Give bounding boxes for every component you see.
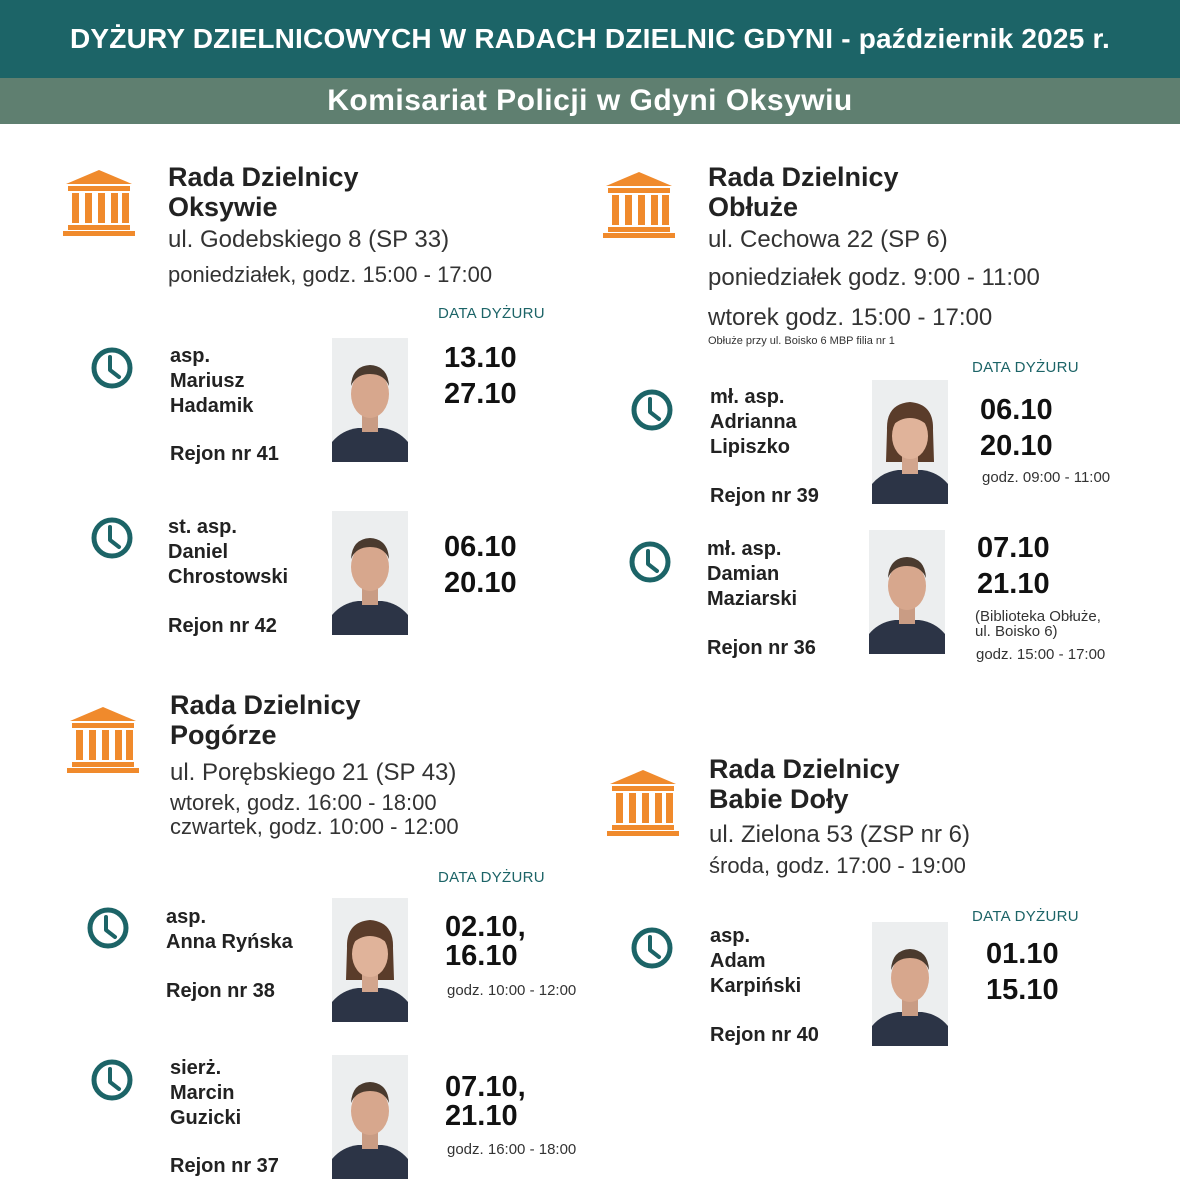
duty-dates: 02.10, 16.10: [445, 911, 526, 972]
officer-photo: [869, 530, 945, 654]
officer-photo: [332, 338, 408, 462]
council-address: ul. Godebskiego 8 (SP 33): [168, 226, 450, 253]
duty-dates: 07.10, 21.10: [445, 1071, 526, 1132]
duty-date-label: DATA DYŻURU: [972, 908, 1079, 925]
council-address: ul. Porębskiego 21 (SP 43): [170, 759, 457, 786]
council-name-line1: Rada Dzielnicy: [709, 754, 900, 784]
officer-photo: [332, 1055, 408, 1179]
council-name-babie-doly: [709, 754, 900, 814]
council-name-line1: Rada Dzielnicy: [168, 162, 359, 192]
council-name-oksywie: [168, 162, 359, 222]
clock-icon: [630, 388, 674, 432]
officer-photo: [872, 380, 948, 504]
duty-dates: 01.10 15.10: [986, 938, 1059, 1006]
duty-time: godz. 16:00 - 18:00: [447, 1141, 577, 1158]
council-name-line2: Obłuże: [708, 192, 799, 222]
clock-icon: [86, 906, 130, 950]
officer-name: st. asp. Daniel Chrostowski: [168, 516, 289, 588]
officer-name: asp. Adam Karpiński: [710, 925, 802, 997]
page-subtitle: Komisariat Policji w Gdyni Oksywiu: [0, 78, 1180, 124]
officer-rejon: Rejon nr 42: [168, 615, 277, 637]
council-hours: wtorek, godz. 16:00 - 18:00: [170, 790, 437, 815]
officer-name: asp. Mariusz Hadamik: [170, 345, 254, 417]
officer-rejon: Rejon nr 38: [166, 980, 275, 1002]
building-columns-icon: [602, 170, 676, 240]
duty-time: godz. 09:00 - 11:00: [982, 469, 1111, 486]
officer-name: mł. asp. Damian Maziarski: [707, 538, 798, 610]
officer-photo: [332, 898, 408, 1022]
duty-dates: 06.10 20.10: [980, 394, 1053, 462]
page-title: DYŻURY DZIELNICOWYCH W RADACH DZIELNIC GDYNI - październik 2025 r.: [0, 0, 1180, 78]
council-name-line1: Rada Dzielnicy: [708, 162, 899, 192]
clock-icon: [630, 926, 674, 970]
council-name-obluze: [708, 162, 899, 222]
clock-icon: [628, 540, 672, 584]
duty-dates: 06.10 20.10: [444, 531, 517, 599]
clock-icon: [90, 346, 134, 390]
council-address: ul. Cechowa 22 (SP 6): [708, 226, 948, 253]
council-address: ul. Zielona 53 (ZSP nr 6): [709, 821, 971, 848]
duty-time: godz. 15:00 - 17:00: [976, 646, 1106, 663]
building-columns-icon: [66, 705, 140, 775]
council-hours: środa, godz. 17:00 - 19:00: [709, 853, 966, 878]
clock-icon: [90, 516, 134, 560]
duty-date-label: DATA DYŻURU: [438, 869, 545, 886]
officer-rejon: Rejon nr 40: [710, 1024, 819, 1046]
officer-rejon: Rejon nr 37: [170, 1155, 279, 1177]
council-hours: poniedziałek, godz. 15:00 - 17:00: [168, 262, 493, 287]
officer-rejon: Rejon nr 41: [170, 443, 279, 465]
clock-icon: [90, 1058, 134, 1102]
council-name-pogorze: [170, 690, 361, 750]
council-hours: wtorek godz. 15:00 - 17:00: [708, 304, 993, 331]
officer-name: mł. asp. Adrianna Lipiszko: [710, 386, 797, 458]
duty-date-label: DATA DYŻURU: [972, 359, 1079, 376]
building-columns-icon: [606, 768, 680, 838]
officer-rejon: Rejon nr 39: [710, 485, 819, 507]
council-hours: czwartek, godz. 10:00 - 12:00: [170, 814, 459, 839]
duty-place: (Biblioteka Obłuże, ul. Boisko 6): [975, 608, 1101, 640]
officer-photo: [872, 922, 948, 1046]
duty-date-label: DATA DYŻURU: [438, 305, 545, 322]
officer-photo: [332, 511, 408, 635]
officer-rejon: Rejon nr 36: [707, 637, 816, 659]
duty-dates: 07.10 21.10: [977, 532, 1050, 600]
council-name-line2: Oksywie: [168, 192, 278, 222]
duty-dates: 13.10 27.10: [444, 342, 517, 410]
council-note: Obłuże przy ul. Boisko 6 MBP filia nr 1: [708, 335, 895, 347]
council-name-line2: Pogórze: [170, 720, 277, 750]
council-name-line2: Babie Doły: [709, 784, 849, 814]
officer-name: sierż. Marcin Guzicki: [170, 1057, 242, 1129]
council-hours: poniedziałek godz. 9:00 - 11:00: [708, 264, 1040, 291]
officer-name: asp. Anna Ryńska: [166, 906, 293, 953]
duty-time: godz. 10:00 - 12:00: [447, 982, 577, 999]
building-columns-icon: [62, 168, 136, 238]
council-name-line1: Rada Dzielnicy: [170, 690, 361, 720]
